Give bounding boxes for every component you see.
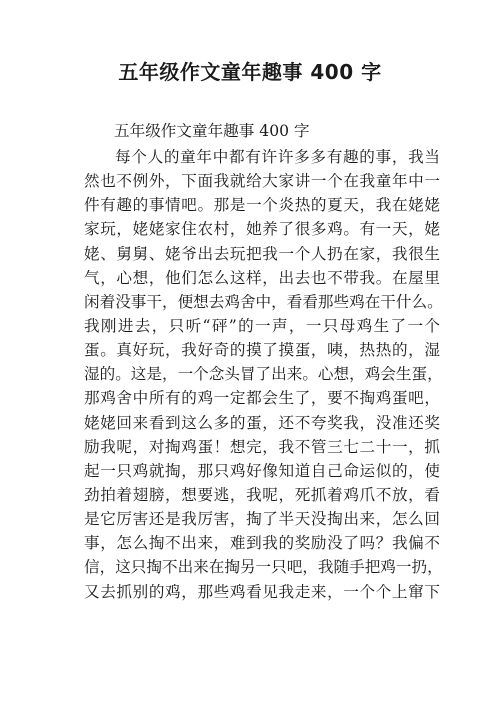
paragraph-line: 气，心想，他们怎么这样，出去也不带我。在屋里 bbox=[84, 268, 440, 287]
paragraph-line: 是它厉害还是我厉害，掏了半天没掏出来，怎么回 bbox=[84, 510, 440, 529]
paragraph-line: 劲拍着翅膀，想要逃，我呢，死抓着鸡爪不放，看 bbox=[84, 485, 440, 504]
paragraph-line: 每个人的童年中都有许许多多有趣的事，我当 bbox=[115, 148, 440, 166]
paragraph-line: 事，怎么掏不出来，难到我的奖励没了吗？我偏不 bbox=[84, 534, 440, 553]
paragraph-line: 那鸡舍中所有的鸡一定都会生了，要不掏鸡蛋吧， bbox=[84, 389, 440, 408]
paragraph-line: 又去抓别的鸡，那些鸡看见我走来，一个个上窜下 bbox=[84, 582, 440, 601]
paragraph-line: 我刚进去，只听“砰”的一声，一只母鸡生了一个 bbox=[84, 316, 440, 335]
paragraph-line: 姥姥回来看到这么多的蛋，还不夸奖我，没准还奖 bbox=[84, 413, 440, 432]
paragraph-line: 件有趣的事情吧。那是一个炎热的夏天，我在姥姥 bbox=[84, 196, 440, 215]
paragraph-line: 蛋。真好玩，我好奇的摸了摸蛋，咦，热热的，湿 bbox=[84, 341, 440, 360]
paragraph-line: 湿的。这是，一个念头冒了出来。心想，鸡会生蛋， bbox=[84, 365, 443, 384]
document-subtitle: 五年级作文童年趣事 400 字 bbox=[114, 122, 310, 140]
paragraph-line: 家玩，姥姥家住农村，她养了很多鸡。有一天，姥 bbox=[84, 220, 440, 239]
paragraph-line: 信，这只掏不出来在掏另一只吧，我随手把鸡一扔， bbox=[84, 558, 443, 577]
paragraph-line: 闲着没事干，便想去鸡舍中，看看那些鸡在干什么。 bbox=[84, 292, 443, 311]
paragraph-line: 然也不例外，下面我就给大家讲一个在我童年中一 bbox=[84, 172, 440, 191]
document-title: 五年级作文童年趣事 400 字 bbox=[118, 60, 382, 84]
paragraph-line: 姥、舅舅、姥爷出去玩把我一个人扔在家，我很生 bbox=[84, 244, 440, 263]
document-body bbox=[84, 118, 443, 604]
paragraph-line: 励我呢，对掏鸡蛋！想完，我不管三七二十一，抓 bbox=[84, 437, 440, 456]
paragraph-line: 起一只鸡就掏，那只鸡好像知道自己命运似的，使 bbox=[84, 461, 440, 480]
